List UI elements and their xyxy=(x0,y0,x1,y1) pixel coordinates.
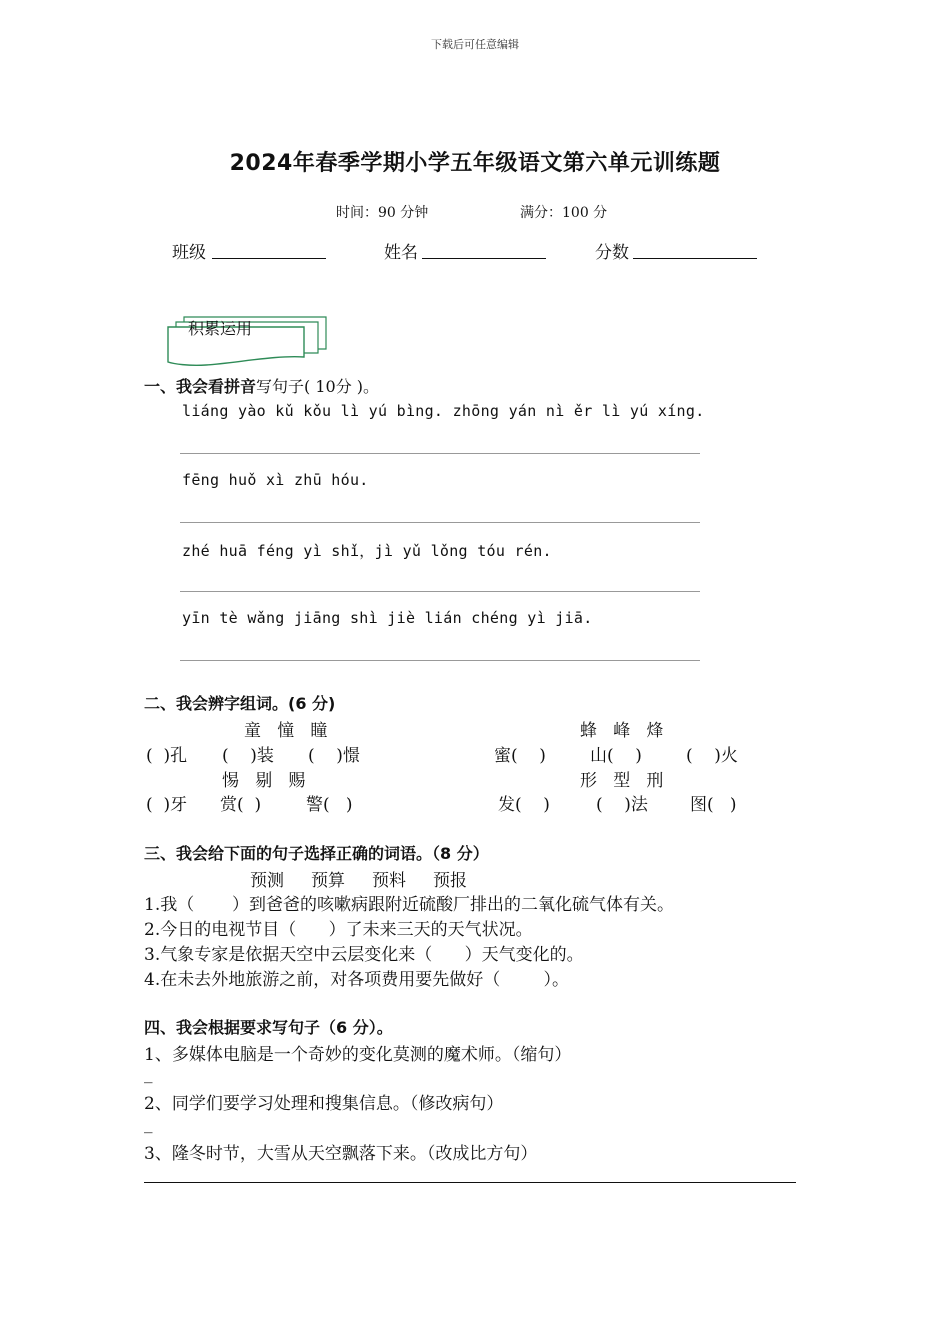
name-label: 姓名 xyxy=(384,243,418,263)
name-field[interactable] xyxy=(422,258,546,259)
q2-blank[interactable]: 山( ) xyxy=(590,746,642,766)
q4-item-1: 1、多媒体电脑是一个奇妙的变化莫测的魔术师。（缩句） xyxy=(144,1045,572,1065)
class-field[interactable] xyxy=(212,258,326,259)
q4-answer-line-3[interactable] xyxy=(144,1182,796,1183)
q2-blank[interactable]: ( )牙 xyxy=(146,795,188,815)
header-note: 下载后可任意编辑 xyxy=(431,38,519,51)
section-badge-label: 积累运用 xyxy=(188,319,253,338)
q2-blank[interactable]: ( )法 xyxy=(596,795,648,815)
page-title: 2024年春季学期小学五年级语文第六单元训练题 xyxy=(229,151,721,176)
q1-heading xyxy=(144,374,379,397)
score-label: 分数 xyxy=(595,243,629,263)
section-badge xyxy=(156,296,320,352)
q2-blank[interactable]: 蜜( ) xyxy=(494,746,546,766)
q3-heading: 三、我会给下面的句子选择正确的词语。（8 分） xyxy=(144,844,489,863)
q1-answer-line-1[interactable] xyxy=(180,453,700,454)
q2-blank[interactable]: 警( ) xyxy=(306,795,353,815)
q1-pinyin-1: liáng yào kǔ kǒu lì yú bìng. zhōng yán nì ěr lì yú xíng. xyxy=(182,402,705,420)
exam-full-score: 满分：100 分 xyxy=(520,205,608,221)
q1-pinyin-3: zhé huā féng yì shǐ，jì yǔ lǒng tóu rén. xyxy=(182,542,552,560)
q2-group1-chars: 童 憧 瞳 xyxy=(244,721,328,741)
q1-answer-line-3[interactable] xyxy=(180,591,700,592)
q3-item-3[interactable]: 3.气象专家是依据天空中云层变化来（ ）天气变化的。 xyxy=(144,945,584,965)
q4-item-3: 3、隆冬时节，大雪从天空飘落下来。（改成比方句） xyxy=(144,1144,538,1164)
q1-answer-line-2[interactable] xyxy=(180,522,700,523)
q2-blank[interactable]: 图( ) xyxy=(690,795,737,815)
q1-pinyin-2: fēng huǒ xì zhū hóu. xyxy=(182,471,369,489)
q2-blank[interactable]: ( )孔 xyxy=(146,746,188,766)
q2-group4-chars: 形 型 刑 xyxy=(580,771,664,791)
class-label: 班级 xyxy=(172,243,206,263)
q4-answer-blank-1[interactable]: _ xyxy=(144,1064,153,1084)
q2-blank[interactable]: 赏( ) xyxy=(220,795,262,815)
q2-heading: 二、我会辨字组词。(6 分) xyxy=(144,694,336,713)
q3-item-2[interactable]: 2.今日的电视节目（ ）了未来三天的天气状况。 xyxy=(144,920,533,940)
q1-heading-rest: 写句子( 10分 )。 xyxy=(256,377,380,396)
q2-group2-chars: 蜂 峰 烽 xyxy=(580,721,664,741)
q1-heading-bold: 一、我会看拼音 xyxy=(144,377,257,396)
score-field[interactable] xyxy=(633,258,757,259)
q3-item-4[interactable]: 4.在未去外地旅游之前，对各项费用要先做好（ ）。 xyxy=(144,970,569,990)
exam-time: 时间：90 分钟 xyxy=(336,205,429,221)
q1-answer-line-4[interactable] xyxy=(180,660,700,661)
q2-group3-chars: 惕 剔 赐 xyxy=(222,771,306,791)
q4-answer-blank-2[interactable]: _ xyxy=(144,1114,153,1134)
q3-options: 预测 预算 预料 预报 xyxy=(250,871,468,891)
q2-blank[interactable]: ( )火 xyxy=(686,746,738,766)
q1-pinyin-4: yīn tè wǎng jiāng shì jiè lián chéng yì jiā. xyxy=(182,609,593,627)
q2-blank[interactable]: ( )憬 xyxy=(308,746,360,766)
q3-item-1[interactable]: 1.我（ ）到爸爸的咳嗽病跟附近硫酸厂排出的二氧化硫气体有关。 xyxy=(144,895,675,915)
q4-item-2: 2、同学们要学习处理和搜集信息。（修改病句） xyxy=(144,1094,504,1114)
q4-heading: 四、我会根据要求写句子（6 分）。 xyxy=(144,1018,393,1037)
q2-blank[interactable]: ( )装 xyxy=(222,746,274,766)
q2-blank[interactable]: 发( ) xyxy=(498,795,550,815)
